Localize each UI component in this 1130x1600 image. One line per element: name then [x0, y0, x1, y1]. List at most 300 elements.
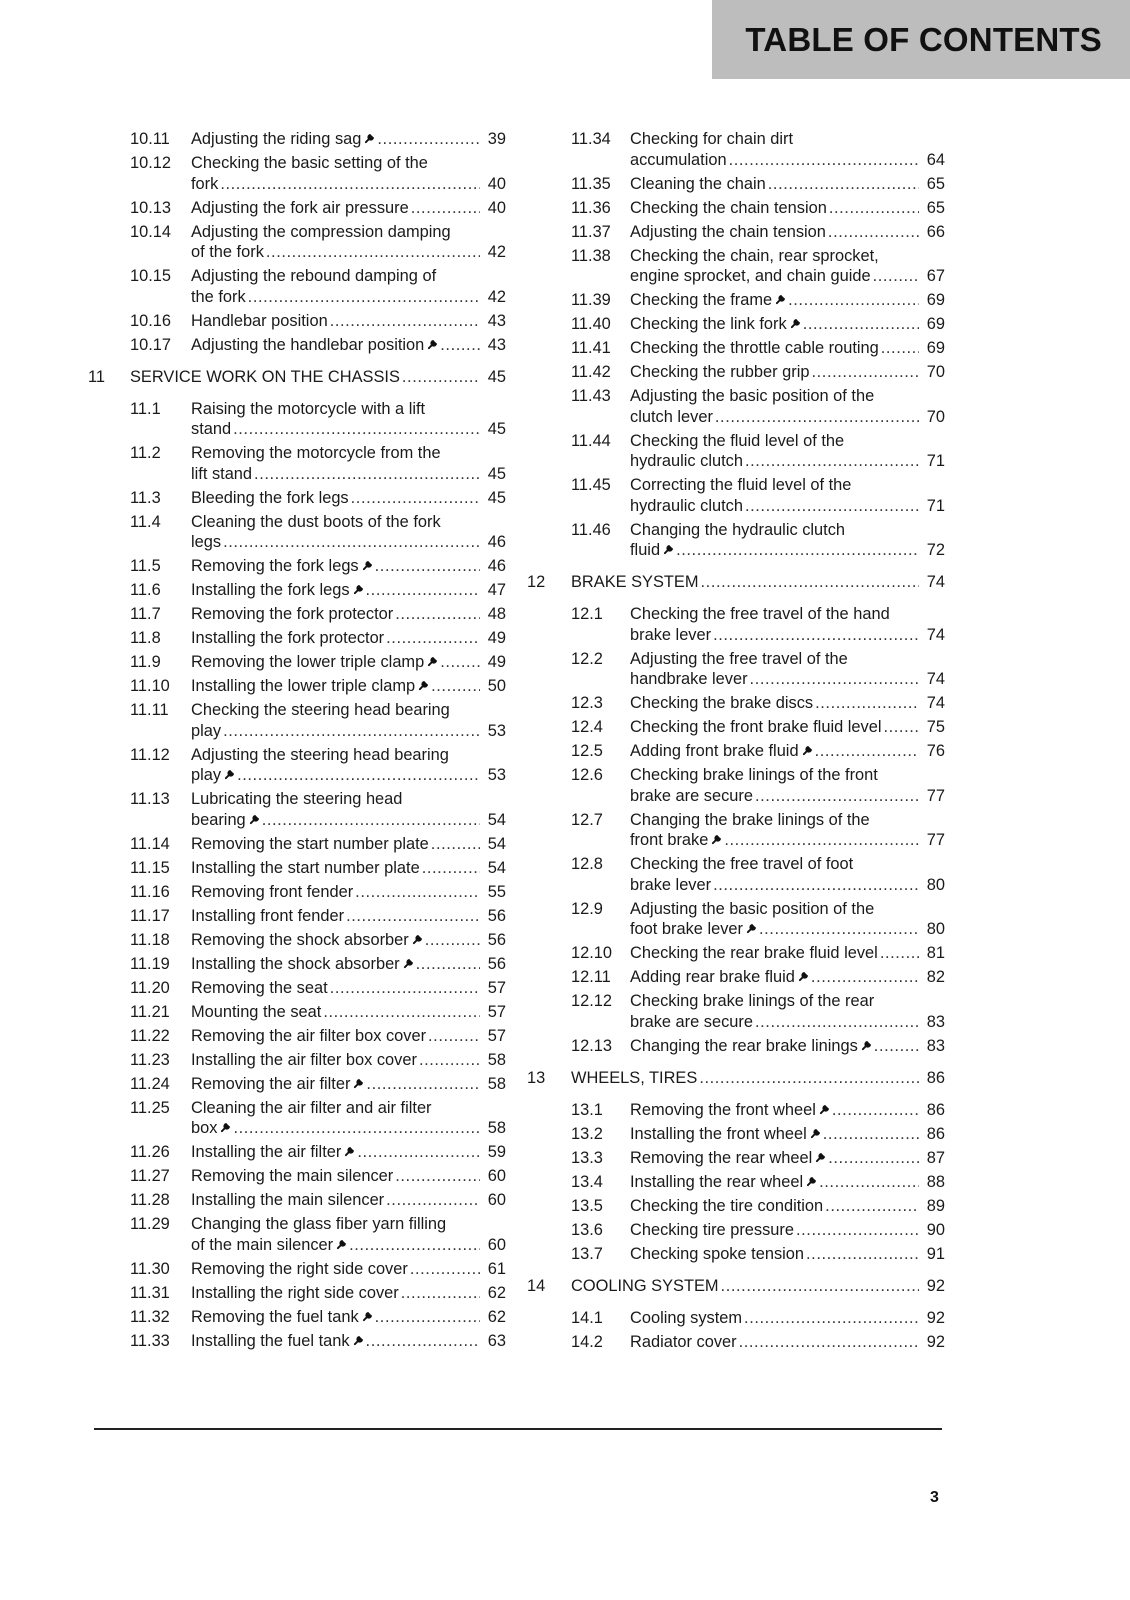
- toc-entry-title: Changing the brake linings of the: [630, 810, 870, 829]
- dot-leader: [755, 1012, 919, 1033]
- toc-entry-title: Checking the basic setting of the: [191, 154, 428, 172]
- dot-leader: [266, 242, 480, 263]
- toc-entry-number: 12.8: [571, 855, 603, 873]
- dot-leader: [796, 1220, 919, 1241]
- toc-page-number: 60: [487, 1191, 506, 1209]
- dot-leader: [355, 882, 480, 903]
- toc-page-number: 74: [926, 625, 945, 644]
- toc-entry-title: Removing front fender: [191, 882, 354, 901]
- toc-entry-title: stand: [191, 420, 232, 438]
- toc-entry-number: 12.13: [571, 1036, 613, 1055]
- toc-entry-number: 13.2: [571, 1124, 603, 1143]
- dot-leader: [419, 1050, 480, 1071]
- toc-entry-title: Checking the free travel of foot: [630, 855, 854, 873]
- toc-entry-title: foot brake lever: [630, 920, 743, 938]
- dot-leader: [881, 338, 919, 359]
- dot-leader: [724, 830, 919, 851]
- dot-leader: [699, 1068, 919, 1089]
- toc-page-number: 65: [926, 198, 945, 217]
- toc-page-number: 50: [487, 677, 506, 695]
- wrench-icon: [249, 811, 260, 832]
- toc-entry-title: brake lever: [630, 875, 712, 894]
- toc-page-number: 77: [926, 786, 945, 805]
- toc-page-number: 54: [487, 858, 506, 877]
- dot-leader: [357, 1142, 480, 1163]
- toc-entry-title: Removing the fuel tank: [191, 1307, 359, 1326]
- toc-page-number: 88: [926, 1172, 945, 1191]
- wrench-icon: [427, 653, 438, 674]
- toc-entry-number: 11.8: [130, 629, 161, 647]
- toc-entry-title: Cleaning the dust boots of the fork: [191, 512, 441, 531]
- toc-entry-title: Adjusting the chain tension: [630, 222, 826, 241]
- dot-leader: [759, 919, 919, 940]
- toc-page-number: 63: [487, 1331, 506, 1350]
- toc-entry-title: Checking for chain dirt: [630, 130, 794, 148]
- toc-entry-title: fluid: [630, 541, 661, 559]
- toc-entry-number: 11: [88, 367, 106, 386]
- dot-leader: [233, 419, 480, 440]
- toc-page-number: 90: [926, 1220, 945, 1239]
- toc-entry-title: Checking brake linings of the rear: [630, 992, 875, 1010]
- toc-entry-title: Handlebar position: [191, 311, 328, 330]
- toc-entry-title: Checking the brake discs: [630, 694, 814, 712]
- dot-leader: [745, 496, 919, 517]
- toc-entry-title: Cleaning the chain: [630, 174, 766, 193]
- toc-entry-number: 11.39: [571, 291, 611, 309]
- toc-entry-number: 11.31: [130, 1283, 170, 1302]
- toc-page-number: 72: [926, 541, 945, 559]
- toc-page-number: 61: [487, 1259, 506, 1278]
- toc-page-number: 67: [926, 267, 945, 285]
- dot-leader: [788, 290, 919, 311]
- toc-entry-title: Adding front brake fluid: [630, 742, 799, 760]
- wrench-icon: [353, 1075, 364, 1096]
- toc-entry-number: 11.5: [130, 557, 161, 575]
- toc-page-number: 53: [487, 721, 506, 740]
- dot-leader: [248, 287, 480, 308]
- dot-leader: [377, 129, 480, 150]
- toc-page-number: 57: [487, 978, 506, 997]
- dot-leader: [431, 834, 480, 855]
- dot-leader: [815, 693, 919, 714]
- dot-leader: [819, 1172, 919, 1193]
- dot-leader: [401, 1283, 480, 1304]
- toc-page-number: 80: [926, 875, 945, 894]
- toc-entry-title: Adjusting the handlebar position: [191, 335, 425, 354]
- toc-entry-number: 12.11: [571, 968, 611, 986]
- dot-leader: [715, 407, 919, 428]
- toc-entry-number: 11.13: [130, 790, 170, 808]
- toc-entry-title: Adjusting the rebound damping of: [191, 267, 437, 285]
- dot-leader: [739, 1332, 919, 1353]
- toc-page-number: 70: [926, 407, 945, 426]
- toc-entry-number: 10.11: [130, 130, 170, 148]
- toc-entry-title: hydraulic clutch: [630, 496, 743, 515]
- toc-page-number: 42: [487, 243, 506, 261]
- toc-entry-title: Installing the right side cover: [191, 1283, 399, 1302]
- toc-page-number: 55: [487, 882, 506, 901]
- toc-entry-number: 13: [527, 1068, 546, 1087]
- toc-entry-title: Adjusting the fork air pressure: [191, 198, 409, 217]
- toc-entry-number: 12.9: [571, 899, 603, 918]
- dot-leader: [803, 314, 919, 335]
- dot-leader: [366, 1074, 480, 1095]
- toc-entry-number: 11.2: [130, 444, 161, 462]
- toc-page-number: 74: [926, 694, 945, 712]
- toc-entry-number: 12.1: [571, 605, 603, 623]
- toc-entry-number: 13.7: [571, 1244, 603, 1263]
- dot-leader: [825, 1196, 919, 1217]
- dot-leader: [375, 1307, 480, 1328]
- toc-entry-number: 10.16: [130, 311, 172, 330]
- toc-page-number: 89: [926, 1196, 945, 1215]
- toc-entry-title: Installing the lower triple clamp: [191, 677, 416, 695]
- toc-entry-title: Checking the chain tension: [630, 198, 827, 217]
- toc-entry-title: Installing the fork protector: [191, 629, 385, 647]
- wrench-icon: [353, 581, 364, 602]
- wrench-icon: [220, 1119, 231, 1140]
- toc-entry-title: the fork: [191, 287, 246, 306]
- toc-page-number: 92: [926, 1308, 945, 1327]
- dot-leader: [744, 1308, 919, 1329]
- toc-entry-number: 11.11: [130, 701, 169, 719]
- wrench-icon: [224, 766, 235, 787]
- dot-leader: [811, 967, 919, 988]
- toc-entry-title: Adjusting the compression damping: [191, 222, 451, 241]
- wrench-icon: [336, 1236, 347, 1257]
- dot-leader: [729, 150, 919, 171]
- toc-entry-number: 12.12: [571, 992, 613, 1010]
- toc-entry-title: Cleaning the air filter and air filter: [191, 1098, 432, 1117]
- toc-page-number: 69: [926, 315, 945, 333]
- toc-entry-title: brake are secure: [630, 786, 753, 805]
- wrench-icon: [427, 336, 438, 357]
- dot-leader: [366, 580, 480, 601]
- toc-entry-title: SERVICE WORK ON THE CHASSIS: [130, 367, 400, 386]
- dot-leader: [223, 532, 480, 553]
- toc-entry-title: front brake: [630, 831, 709, 849]
- dot-leader: [823, 1124, 919, 1145]
- toc-entry-title: Cooling system: [630, 1308, 743, 1327]
- dot-leader: [829, 198, 919, 219]
- toc-entry-number: 11.22: [130, 1026, 170, 1045]
- wrench-icon: [412, 931, 423, 952]
- wrench-icon: [806, 1173, 817, 1194]
- dot-leader: [220, 174, 480, 195]
- toc-page-number: 45: [487, 488, 506, 507]
- toc-entry-title: of the main silencer: [191, 1235, 334, 1254]
- toc-entry-title: bearing: [191, 810, 246, 829]
- toc-entry-number: 11.7: [130, 605, 161, 623]
- toc-entry-title: Raising the motorcycle with a lift: [191, 399, 426, 418]
- toc-entry-title: Checking the tire condition: [630, 1196, 824, 1215]
- toc-entry-number: 11.18: [130, 930, 170, 949]
- dot-leader: [883, 717, 919, 738]
- dot-leader: [262, 810, 480, 831]
- footer-rule: [94, 1428, 942, 1430]
- toc-page-number: 71: [926, 452, 945, 470]
- toc-entry-number: 11.36: [571, 198, 611, 217]
- toc-entry-number: 11.32: [130, 1307, 170, 1326]
- toc-entry-number: 11.25: [130, 1098, 170, 1117]
- toc-entry-title: Removing the main silencer: [191, 1167, 394, 1185]
- toc-entry-title: Checking the frame: [630, 291, 773, 309]
- toc-page-number: 92: [926, 1332, 945, 1351]
- toc-entry-title: Changing the hydraulic clutch: [630, 520, 846, 539]
- wrench-icon: [790, 315, 801, 336]
- dot-leader: [351, 488, 480, 509]
- toc-page-number: 60: [487, 1167, 506, 1185]
- dot-leader: [701, 572, 919, 593]
- toc-entry-number: 11.10: [130, 677, 170, 695]
- toc-entry-number: 12: [527, 573, 546, 591]
- toc-entry-number: 11.34: [571, 130, 611, 148]
- dot-leader: [431, 676, 480, 697]
- toc-entry-number: 11.12: [130, 745, 170, 764]
- toc-entry-title: Removing the start number plate: [191, 834, 429, 853]
- toc-entry-title: Checking brake linings of the front: [630, 766, 878, 784]
- dot-leader: [745, 451, 919, 472]
- dot-leader: [386, 628, 480, 649]
- toc-page-number: 58: [487, 1050, 506, 1069]
- toc-page-number: 60: [487, 1235, 506, 1254]
- dot-leader: [410, 1259, 480, 1280]
- toc-entry-title: Removing the fork protector: [191, 605, 394, 623]
- toc-entry-title: play: [191, 721, 222, 740]
- toc-entry-number: 10.12: [130, 154, 172, 172]
- dot-leader: [375, 556, 480, 577]
- dot-leader: [395, 604, 480, 625]
- toc-page-number: 65: [926, 174, 945, 193]
- toc-entry-title: Adjusting the basic position of the: [630, 899, 875, 918]
- toc-entry-title: fork: [191, 174, 219, 193]
- toc-entry-number: 11.28: [130, 1191, 170, 1209]
- toc-page-number: 49: [487, 653, 506, 671]
- toc-entry-number: 14.2: [571, 1332, 603, 1351]
- toc-entry-title: Removing the rear wheel: [630, 1148, 813, 1167]
- dot-leader: [428, 1026, 480, 1047]
- toc-page-number: 45: [487, 420, 506, 438]
- toc-entry-title: Installing the rear wheel: [630, 1172, 804, 1191]
- dot-leader: [233, 1118, 480, 1139]
- toc-entry-number: 12.5: [571, 742, 603, 760]
- toc-entry-number: 11.40: [571, 315, 611, 333]
- dot-leader: [880, 943, 919, 964]
- toc-entry-title: Removing the front wheel: [630, 1100, 816, 1119]
- toc-page-number: 87: [926, 1148, 945, 1167]
- toc-entry-title: Installing the air filter box cover: [191, 1050, 417, 1069]
- toc-entry-title: Checking the chain, rear sprocket,: [630, 246, 879, 265]
- toc-entry-number: 11.30: [130, 1259, 170, 1278]
- toc-entry-title: engine sprocket, and chain guide: [630, 267, 871, 285]
- toc-page-number: 64: [926, 150, 945, 169]
- toc-entry-title: Checking the rear brake fluid level: [630, 944, 878, 962]
- toc-entry-title: lift stand: [191, 464, 253, 483]
- toc-page-number: 71: [926, 496, 945, 515]
- toc-page-number: 45: [487, 464, 506, 483]
- toc-page-number: 42: [487, 287, 506, 306]
- toc-entry-title: BRAKE SYSTEM: [571, 573, 699, 591]
- wrench-icon: [861, 1037, 872, 1058]
- toc-entry-title: Adjusting the free travel of the: [630, 649, 848, 668]
- dot-leader: [223, 721, 480, 742]
- toc-entry-title: Installing the fork legs: [191, 581, 350, 599]
- toc-entry-title: COOLING SYSTEM: [571, 1276, 719, 1295]
- toc-entry-number: 14.1: [571, 1308, 603, 1327]
- toc-page-number: 59: [487, 1143, 506, 1161]
- dot-leader: [330, 978, 480, 999]
- toc-entry-title: Checking the link fork: [630, 315, 787, 333]
- dot-leader: [676, 540, 919, 561]
- toc-entry-title: Installing the main silencer: [191, 1191, 385, 1209]
- toc-entry-title: Removing the air filter: [191, 1074, 351, 1093]
- wrench-icon: [344, 1143, 355, 1164]
- toc-page-number: 56: [487, 906, 506, 925]
- toc-entry-number: 11.45: [571, 476, 611, 494]
- toc-page-number: 83: [926, 1036, 945, 1055]
- toc-entry-title: Installing the start number plate: [191, 858, 420, 877]
- toc-entry-title: Installing the air filter: [191, 1143, 342, 1161]
- toc-page-number: 45: [487, 367, 506, 386]
- toc-entry-number: 11.14: [130, 834, 170, 853]
- toc-entry-title: Checking the rubber grip: [630, 363, 810, 381]
- toc-entry-number: 12.4: [571, 718, 603, 736]
- toc-page-number: 70: [926, 363, 945, 381]
- dot-leader: [386, 1190, 480, 1211]
- toc-page-number: 76: [926, 742, 945, 760]
- toc-entry-number: 11.21: [130, 1002, 170, 1021]
- page-number: 3: [930, 1489, 939, 1506]
- dot-leader: [366, 1331, 480, 1352]
- toc-entry-title: Adjusting the riding sag: [191, 130, 362, 148]
- wrench-icon: [711, 831, 722, 852]
- dot-leader: [254, 464, 480, 485]
- toc-entry-title: Checking tire pressure: [630, 1220, 794, 1239]
- dot-leader: [346, 906, 480, 927]
- wrench-icon: [362, 1308, 373, 1329]
- toc-page-number: 57: [487, 1026, 506, 1045]
- toc-entry-title: play: [191, 766, 222, 784]
- toc-page-number: 40: [487, 174, 506, 193]
- toc-entry-title: clutch lever: [630, 407, 713, 426]
- toc-entry-title: Radiator cover: [630, 1332, 737, 1351]
- toc-entry-title: Changing the glass fiber yarn filling: [191, 1215, 447, 1233]
- toc-entry-title: Lubricating the steering head: [191, 790, 403, 808]
- toc-page-number: 58: [487, 1074, 506, 1093]
- toc-entry-number: 12.7: [571, 810, 603, 829]
- toc-entry-number: 11.41: [571, 339, 611, 357]
- wrench-icon: [418, 677, 429, 698]
- toc-entry-number: 11.44: [571, 431, 611, 450]
- dot-leader: [832, 1100, 919, 1121]
- toc-entry-number: 11.17: [130, 906, 170, 925]
- dot-leader: [411, 198, 480, 219]
- dot-leader: [812, 362, 920, 383]
- toc-page-number: 58: [487, 1119, 506, 1137]
- toc-page-number: 62: [487, 1283, 506, 1302]
- wrench-icon: [364, 130, 375, 151]
- toc-page-number: 81: [926, 944, 945, 962]
- wrench-icon: [810, 1125, 821, 1146]
- dot-leader: [440, 335, 480, 356]
- wrench-icon: [802, 742, 813, 763]
- header-banner: [712, 0, 1130, 79]
- toc-page-number: 40: [487, 198, 506, 217]
- toc-page-number: 43: [487, 335, 506, 354]
- toc-page-number: 86: [926, 1124, 945, 1143]
- toc-entry-title: Checking the steering head bearing: [191, 701, 450, 719]
- dot-leader: [750, 669, 919, 690]
- toc-page-number: 69: [926, 339, 945, 357]
- toc-entry-number: 11.29: [130, 1215, 170, 1233]
- toc-entry-number: 11.1: [130, 399, 161, 418]
- dot-leader: [349, 1235, 480, 1256]
- toc-entry-title: Removing the air filter box cover: [191, 1026, 427, 1045]
- toc-page-number: 57: [487, 1002, 506, 1021]
- toc-entry-number: 10.13: [130, 198, 172, 217]
- dot-leader: [416, 954, 480, 975]
- toc-entry-number: 13.5: [571, 1196, 603, 1215]
- toc-entry-number: 11.27: [130, 1167, 170, 1185]
- toc-entry-title: Adjusting the basic position of the: [630, 387, 875, 405]
- toc-entry-title: Checking the throttle cable routing: [630, 339, 879, 357]
- wrench-icon: [775, 291, 786, 312]
- toc-entry-title: Checking the fluid level of the: [630, 431, 845, 450]
- wrench-icon: [663, 541, 674, 562]
- dot-leader: [713, 875, 919, 896]
- toc-page-number: 43: [487, 311, 506, 330]
- dot-leader: [713, 625, 919, 646]
- toc-page-number: 75: [926, 718, 945, 736]
- toc-entry-title: Bleeding the fork legs: [191, 488, 349, 507]
- dot-leader: [828, 222, 919, 243]
- toc-page-number: 49: [487, 629, 506, 647]
- toc-page-number: 86: [926, 1100, 945, 1119]
- wrench-icon: [353, 1332, 364, 1353]
- dot-leader: [440, 652, 480, 673]
- toc-entry-number: 10.17: [130, 335, 172, 354]
- toc-entry-number: 11.24: [130, 1074, 170, 1093]
- toc-entry-title: WHEELS, TIRES: [571, 1068, 698, 1087]
- toc-entry-title: Removing the motorcycle from the: [191, 444, 441, 462]
- toc-entry-number: 11.6: [130, 581, 161, 599]
- toc-page-number: 82: [926, 968, 945, 986]
- toc-entry-title: Adjusting the steering head bearing: [191, 745, 449, 764]
- dot-leader: [874, 1036, 919, 1057]
- dot-leader: [425, 930, 480, 951]
- toc-entry-number: 11.20: [130, 978, 170, 997]
- toc-entry-number: 11.35: [571, 174, 611, 193]
- toc-page-number: 53: [487, 766, 506, 784]
- toc-entry-number: 11.37: [571, 222, 611, 241]
- toc-page-number: 91: [926, 1244, 945, 1263]
- toc-page-number: 39: [487, 130, 506, 148]
- wrench-icon: [362, 557, 373, 578]
- toc-entry-number: 11.23: [130, 1050, 170, 1069]
- dot-leader: [806, 1244, 919, 1265]
- toc-entry-number: 11.9: [130, 653, 161, 671]
- toc-page-number: 86: [926, 1068, 945, 1087]
- toc-page-number: 62: [487, 1307, 506, 1326]
- toc-page-number: 74: [926, 670, 945, 688]
- toc-page-number: 80: [926, 920, 945, 938]
- toc-page-number: 48: [487, 605, 506, 623]
- toc-page-number: 66: [926, 222, 945, 241]
- toc-page-number: 46: [487, 533, 506, 551]
- toc-page-number: 83: [926, 1012, 945, 1031]
- toc-entry-number: 11.4: [130, 512, 161, 531]
- toc-page-number: 69: [926, 291, 945, 309]
